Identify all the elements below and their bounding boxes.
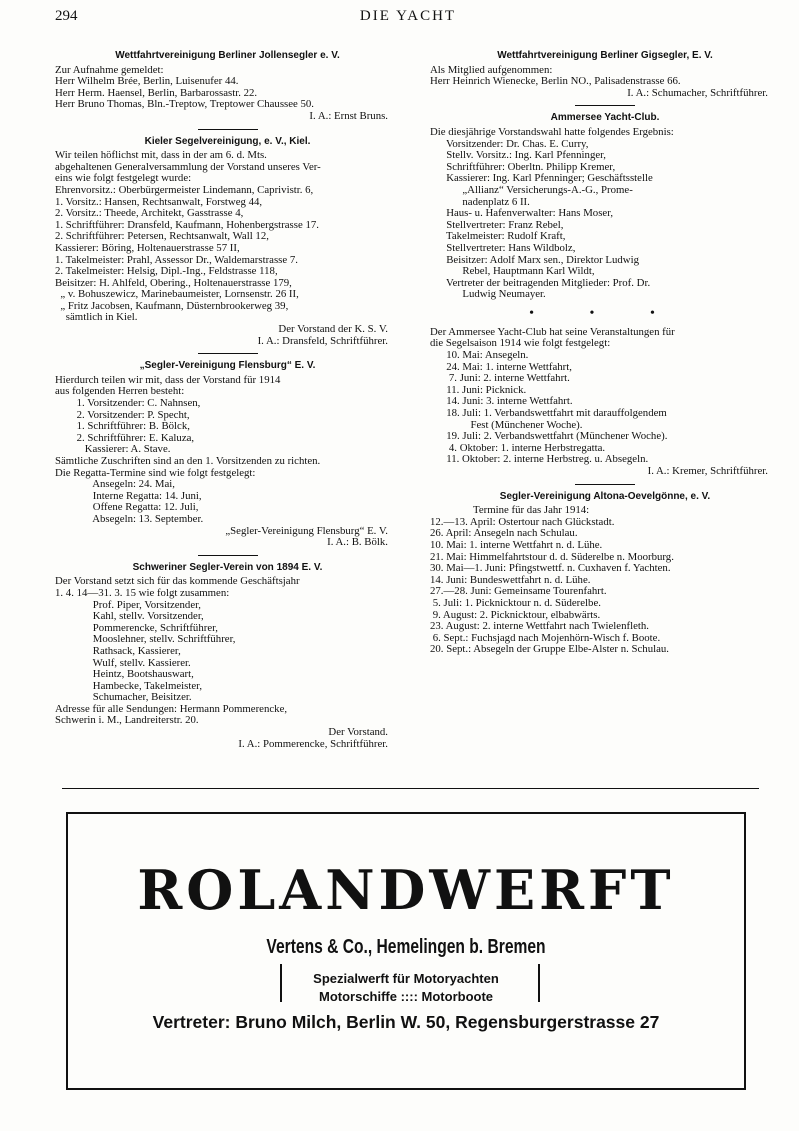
notice-signature: Der Vorstand der K. S. V. xyxy=(278,324,388,336)
notice-line: Kassierer: A. Stave. xyxy=(55,444,171,456)
notice-section xyxy=(430,327,780,478)
notice-line: Kassierer: Böring, Holtenauerstrasse 57 II, xyxy=(55,242,240,254)
notice-line: 10. Mai: Ansegeln. xyxy=(430,350,529,362)
notice-line: Herr Wilhelm Brée, Berlin, Luisenufer 44. xyxy=(55,76,239,88)
notice-line: 2. Vorsitz.: Theede, Architekt, Gasstrasse 4, xyxy=(55,208,244,220)
notice-line: „ v. Bohuszewicz, Marinebaumeister, Lornsenstr. 26 II, xyxy=(55,289,299,301)
notice-line: 6. Sept.: Fuchsjagd nach Mojenhörn-Wisch f. Boote. xyxy=(430,632,661,644)
notice-section xyxy=(55,562,400,751)
notice-line: Schwerin i. M., Landreiterstr. 20. xyxy=(55,715,199,727)
notice-line: Zur Aufnahme gemeldet: xyxy=(55,64,164,76)
notice-line: 5. Juli: 1. Picknicktour n. d. Süderelbe. xyxy=(430,597,601,609)
notice-line: Sämtliche Zuschriften sind an den 1. Vorsitzenden zu richten. xyxy=(55,456,321,467)
notice-line: 2. Schriftführer: E. Kaluza, xyxy=(55,432,195,444)
notice-line: 27.—28. Juni: Gemeinsame Tourenfahrt. xyxy=(430,586,607,598)
notice-line: 7. Juni: 2. interne Wettfahrt. xyxy=(430,373,570,385)
section-rule xyxy=(198,129,258,130)
notice-title: Kieler Segelvereinigung, e. V., Kiel. xyxy=(144,135,311,147)
notice-signature: I. A.: Dransfeld, Schriftführer. xyxy=(257,335,388,347)
notice-line: 24. Mai: 1. interne Wettfahrt, xyxy=(430,361,572,373)
section-rule xyxy=(575,105,635,106)
notice-line: Stellvertreter: Hans Wildbolz, xyxy=(430,242,576,254)
notice-title: „Segler-Vereinigung Flensburg“ E. V. xyxy=(139,360,316,372)
notice-line: 1. 4. 14—31. 3. 15 wie folgt zusammen: xyxy=(55,587,230,599)
ad-representative: Vertreter: Bruno Milch, Berlin W. 50, Regensburgerstrasse 27 xyxy=(152,1012,660,1032)
notice-line: Herr Heinrich Wienecke, Berlin NO., Palisadenstrasse 66. xyxy=(430,76,681,88)
notice-section xyxy=(55,360,400,549)
notice-line: Termine für das Jahr 1914: xyxy=(430,505,590,517)
notice-line: Schriftführer: Oberltn. Philipp Kremer, xyxy=(430,161,616,173)
notice-line: Die Regatta-Termine sind wie folgt festgelegt: xyxy=(55,467,256,479)
notice-line: eins wie folgt festgelegt wurde: xyxy=(55,173,192,185)
notice-line: „Allianz“ Versicherungs-A.-G., Prome- xyxy=(430,184,633,196)
ad-tagline-2: Motorschiffe :::: Motorboote xyxy=(318,989,494,1004)
notice-line: 2. Takelmeister: Helsig, Dipl.-Ing., Feldstrasse 118, xyxy=(55,266,278,278)
notice-signature: I. A.: B. Bölk. xyxy=(327,537,388,549)
ornament-dots: • • • xyxy=(529,305,681,321)
notice-signature: I. A.: Kremer, Schriftführer. xyxy=(647,466,768,477)
notice-line: Ehrenvorsitz.: Oberbürgermeister Lindemann, Caprivistr. 6, xyxy=(55,184,314,196)
notice-line: sämtlich in Kiel. xyxy=(55,312,138,324)
notice-line: Wulf, stellv. Kassierer. xyxy=(55,657,191,669)
notice-title: Segler-Vereinigung Altona-Oevelgönne, e. V. xyxy=(499,490,711,502)
notice-signature: „Segler-Vereinigung Flensburg“ E. V. xyxy=(225,525,388,537)
notice-line: Haus- u. Hafenverwalter: Hans Moser, xyxy=(430,208,614,220)
notice-line: Herr Herm. Haensel, Berlin, Barbarossastr. 22. xyxy=(55,87,258,99)
notice-line: abgehaltenen Generalversammlung der Vorstand unseres Ver- xyxy=(55,161,321,173)
notice-signature: I. A.: Ernst Bruns. xyxy=(309,110,388,122)
ad-tagline-1: Spezialwerft für Motoryachten xyxy=(313,971,499,986)
notice-section xyxy=(430,112,780,301)
notice-line: Der Vorstand setzt sich für das kommende Geschäftsjahr xyxy=(55,576,300,588)
notice-line: Stellvertreter: Franz Rebel, xyxy=(430,219,564,231)
notice-section xyxy=(55,136,400,348)
page-header xyxy=(55,8,761,32)
notice-line: 4. Oktober: 1. interne Herbstregatta. xyxy=(430,442,606,454)
notice-line: Der Ammersee Yacht-Club hat seine Veranstaltungen für xyxy=(430,326,675,338)
notice-line: 9. August: 2. Picknicktour, elbabwärts. xyxy=(430,609,601,621)
notice-line: Absegeln: 13. September. xyxy=(55,513,204,525)
notice-section xyxy=(430,491,780,656)
notice-line: 1. Vorsitz.: Hansen, Rechtsanwalt, Forstweg 44, xyxy=(55,196,263,208)
notice-line: nadenplatz 6 II. xyxy=(430,196,530,208)
page-divider xyxy=(62,788,759,789)
notice-line: Fest (Münchener Woche). xyxy=(430,419,583,431)
notice-line: Rebel, Hauptmann Karl Wildt, xyxy=(430,266,595,278)
notice-line: Beisitzer: Adolf Marx sen., Direktor Ludwig xyxy=(430,254,639,266)
notice-line: 11. Oktober: 2. interne Herbstreg. u. Absegeln. xyxy=(430,454,649,466)
notice-section xyxy=(55,50,400,123)
notice-title: Wettfahrtvereinigung Berliner Gigsegler, E. V. xyxy=(497,50,713,61)
notice-line: 1. Vorsitzender: C. Nahnsen, xyxy=(55,398,201,410)
advertisement xyxy=(66,812,746,1090)
notice-line: „ Fritz Jacobsen, Kaufmann, Düsternbrookerweg 39, xyxy=(55,300,289,312)
right-column xyxy=(430,48,780,662)
notice-line: 20. Sept.: Absegeln der Gruppe Elbe-Alster n. Schulau. xyxy=(430,644,669,656)
notice-title: Ammersee Yacht-Club. xyxy=(550,112,660,124)
notice-line: Als Mitglied aufgenommen: xyxy=(430,64,553,76)
notice-line: 1. Takelmeister: Prahl, Assessor Dr., Waldemarstrasse 7. xyxy=(55,254,298,266)
notice-line: 26. April: Ansegeln nach Schulau. xyxy=(430,528,578,540)
left-column xyxy=(55,48,400,756)
notice-line: die Segelsaison 1914 wie folgt festgelegt: xyxy=(430,338,611,350)
notice-line: Vorsitzender: Dr. Chas. E. Curry, xyxy=(430,138,589,150)
section-rule xyxy=(198,555,258,556)
notice-line: Rathsack, Kassierer, xyxy=(55,645,181,657)
page-number: 294 xyxy=(55,8,78,24)
notice-line: Takelmeister: Rudolf Kraft, xyxy=(430,231,566,243)
notice-line: 19. Juli: 2. Verbandswettfahrt (Münchener Woche). xyxy=(430,431,668,443)
notice-line: 21. Mai: Himmelfahrtstour d. d. Süderelbe n. Moorburg. xyxy=(430,551,674,563)
notice-line: 1. Schriftführer: Dransfeld, Kaufmann, Hohenbergstrasse 17. xyxy=(55,219,319,231)
notice-line: Pommerencke, Schriftführer, xyxy=(55,622,218,634)
notice-title: Wettfahrtvereinigung Berliner Jollensegler e. V. xyxy=(115,50,340,61)
notice-line: Stellv. Vorsitz.: Ing. Karl Pfenninger, xyxy=(430,150,606,162)
notice-signature: Der Vorstand. xyxy=(328,727,388,739)
notice-line: Vertreter der beitragenden Mitglieder: Prof. Dr. xyxy=(430,277,651,289)
notice-line: 14. Juni: 3. interne Wettfahrt. xyxy=(430,396,573,408)
ad-company: Vertens & Co., Hemelingen b. Bremen xyxy=(266,936,546,958)
notice-line: Hambecke, Takelmeister, xyxy=(55,680,203,692)
journal-title: DIE YACHT xyxy=(359,8,457,24)
section-rule xyxy=(198,353,258,354)
notice-signature: I. A.: Schumacher, Schriftführer. xyxy=(627,87,768,99)
notice-line: Kassierer: Ing. Karl Pfenninger; Geschäftsstelle xyxy=(430,173,653,185)
notice-line: Interne Regatta: 14. Juni, xyxy=(55,490,202,502)
notice-section xyxy=(430,50,780,99)
notice-line: 2. Vorsitzender: P. Specht, xyxy=(55,409,190,421)
notice-line: Ansegeln: 24. Mai, xyxy=(55,479,175,491)
notice-line: aus folgenden Herren besteht: xyxy=(55,386,185,398)
notice-line: Ludwig Neumayer. xyxy=(430,289,546,301)
notice-line: Hierdurch teilen wir mit, dass der Vorstand für 1914 xyxy=(55,374,281,386)
notice-line: Prof. Piper, Vorsitzender, xyxy=(55,599,201,611)
notice-line: Herr Bruno Thomas, Bln.-Treptow, Treptower Chaussee 50. xyxy=(55,99,315,111)
notice-line: Mooslehner, stellv. Schriftführer, xyxy=(55,634,236,646)
notice-signature: I. A.: Pommerencke, Schriftführer. xyxy=(238,738,388,750)
notice-line: 30. Mai—1. Juni: Pfingstwettf. n. Cuxhaven f. Yachten. xyxy=(430,563,671,575)
notice-line: Offene Regatta: 12. Juli, xyxy=(55,502,199,514)
notice-line: Heintz, Bootshauswart, xyxy=(55,669,194,681)
notice-title: Schweriner Segler-Verein von 1894 E. V. xyxy=(132,561,323,573)
notice-line: 14. Juni: Bundeswettfahrt n. d. Lühe. xyxy=(430,574,591,586)
notice-line: Beisitzer: H. Ahlfeld, Obering., Holtenauerstrasse 179, xyxy=(55,277,292,289)
notice-line: 10. Mai: 1. interne Wettfahrt n. d. Lühe. xyxy=(430,539,603,551)
notice-line: 2. Schriftführer: Petersen, Rechtsanwalt, Wall 12, xyxy=(55,231,269,243)
notice-line: Schumacher, Beisitzer. xyxy=(55,692,192,704)
notice-line: Kahl, stellv. Vorsitzender, xyxy=(55,611,204,623)
ad-brand: ROLANDWERFT xyxy=(137,858,675,922)
notice-line: Die diesjährige Vorstandswahl hatte folgendes Ergebnis: xyxy=(430,126,674,138)
notice-line: 11. Juni: Picknick. xyxy=(430,384,527,396)
notice-line: 1. Schriftführer: B. Bölck, xyxy=(55,421,190,433)
notice-line: Wir teilen höflichst mit, dass in der am 6. d. Mts. xyxy=(55,150,267,162)
notice-line: 12.—13. April: Ostertour nach Glückstadt. xyxy=(430,516,615,528)
notice-line: 18. Juli: 1. Verbandswettfahrt mit darauffolgendem xyxy=(430,408,667,420)
notice-line: 23. August: 2. interne Wettfahrt nach Twielenfleth. xyxy=(430,621,649,633)
notice-line: Adresse für alle Sendungen: Hermann Pommerencke, xyxy=(55,703,288,715)
section-rule xyxy=(575,484,635,485)
